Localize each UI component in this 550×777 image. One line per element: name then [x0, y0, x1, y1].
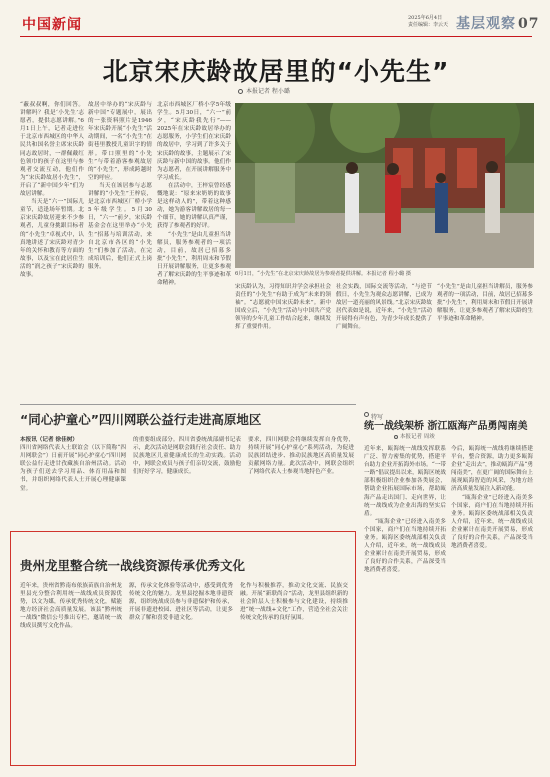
right-article-para-a-cont: “瓯海企业”已经进入南美多个国家，商户们在当地持续开拓业务。瓯海区委统战部相关负责人介绍，近年来，统一战线成员企业累计在南美开展贸易，形成了良好的合作关系，产品深受当地消费者喜爱。 — [451, 494, 533, 550]
left-article-col-3: 要求，四川网联会将继续发挥自身优势，持续开展“同心护童心”系列活动，为促进民族团结进步、推动民族地区高质量发展贡献网络力量。此次活动中，网联会组织了网络代表人士参观当地特色产业。 — [248, 437, 354, 476]
right-article-para-c: 今后，瓯海统一战线将继续搭建平台，整合资源，助力更多瓯海企业“走出去”，推动瓯海产品“勇闯南美”，在更广阔的国际舞台上展现瓯海智造的风采，为地方经济高质量发展注入新动能。 — [451, 446, 533, 493]
main-col-5: 社会实践，国际交流等活动，“与逆节假日，小先生为观众志愿讲解，已成为故居一道亮丽的风景线。”北京宋庆龄故居代表如是说，近年来，“小先生”活动开展得有声有色，为青少年成长提供了广阔舞台。 — [336, 284, 432, 331]
main-col-3 — [157, 101, 231, 397]
main-col-2-para-a: 故居中举办的“宋庆龄与新中国”专题展中，展出的一张资料照片是1946年宋庆龄开展“小先生”活动期间，一名“小先生”在街巷里教授儿童识字的情形。带口照里的“小先生”与带着游客参观故居的“小先生”，形成跨越时空的呼应。 — [88, 102, 152, 181]
main-byline — [238, 86, 290, 95]
main-photo — [235, 103, 534, 268]
issue-date-line: 2025年6月4日 — [408, 15, 443, 21]
right-article-tag-label: 特写 — [371, 414, 384, 421]
photo-illustration — [235, 103, 534, 268]
main-col-4: 宋庆龄认为，习得知识并学会承担社会责任的“小先生”有助于成为“未来的领袖”。“志愿就中国宋庆龄未来”。新中国成立后，“小先生”活动与中国共产党领导的少年儿童工作结合起来，继续发挥了重要作用。 — [235, 284, 331, 331]
masthead-divider — [20, 36, 532, 37]
left-article-para-a: 四川省网络代表人士联谊会（以下简称“四川网联会”）日前开展“同心护童心”四川网联公益行走进甘孜藏族自治州活动。活动为孩子们送去学习用品、体育用品和图书，并组织网络代表人士开展心理健康课堂。 — [20, 445, 126, 492]
right-article-byline-text: 本报记者 周竣 — [400, 434, 435, 440]
editor-line: 责任编辑：李云天 — [408, 22, 449, 28]
highlight-col-1: 近年来，贵州省黔南布依族苗族自治州龙里县充分整合利用统一战线成员资源优势，以文为媒，传承优秀传统文化，赋能地方经济社会高质量发展。该县“黔州统一战线”微信公号推出专栏，邀请统一战线成员撰写文化作品。 — [20, 583, 122, 630]
left-article-col-1 — [20, 436, 126, 526]
main-col-2 — [88, 101, 152, 397]
main-col-2-para-b: 当天在该居参与志愿讲解的“小先生”王梓宸，是北京市西城区厂桥小学5年级学生。5月30日，“六一”前夕，宋庆龄基金会在这里举办“小先生”招募与培训活动，来自北京市各区的“小先生”们参加了活动，在完成培训后，他们正式上岗服务。 — [88, 182, 152, 270]
byline-mark-icon — [238, 89, 243, 94]
right-article-byline — [394, 432, 435, 440]
section-title — [456, 13, 539, 33]
page-number: 07 — [518, 16, 540, 32]
newspaper-logo: 中国新闻 — [22, 17, 82, 33]
byline-mark-icon — [394, 435, 398, 439]
left-article-title: “同心护童心”四川网联公益行走进高原地区 — [20, 412, 262, 427]
main-col-3-para-a: 北京市西城区厂桥小学5年级学生。5月30日，“六一”前夕，“宋庆龄我先行”——2025年在宋庆龄故居举办的志愿服务，小学生们在宋庆龄的故居中，学习到了许多关于宋庆龄的故事，主题展示了宋庆龄与新中国的故事。他们作为志愿者，在开展讲解服务中学习成长。 — [157, 102, 231, 181]
left-article-col-2: 的重要组成部分。四川省委统战部副书记表示，此次活动是网联会践行社会责任、助力民族地区儿童健康成长的生动实践。活动中，网联会成员与孩子们亲切交流，鼓励他们好好学习，健康成长。 — [133, 437, 241, 476]
main-byline-text: 本报记者 程小璐 — [246, 88, 290, 95]
highlight-col-3: 化作与积极推荐，推动文化交流、民族交融。开展“新联尚合”活动，龙里县组织新的社会阶层人士积极参与文化建设，持续推进“统一战线+文化”工作，营造全社会关注传统文化传承的良好氛围。 — [240, 583, 348, 622]
right-article-col-1 — [364, 445, 446, 763]
main-col-6: “小先生”是由儿童担当讲解员，服务参观者的一项活动，目前，故居已招募多批“小先生”，利用周末和节假日开展讲解服务，让更多参观者了解宋庆龄的生平事迹和革命精神。 — [437, 284, 533, 323]
section-divider-1 — [20, 404, 356, 405]
right-article-title: 统一战线架桥 浙江瓯海产品勇闯南美 — [364, 421, 528, 432]
highlight-col-2: 源，传承文化体验等活动中，感受到优秀传统文化的魅力。龙里县挖掘本地非遗资源，组织统战成员参与非遗保护和传承，开展非遗进校园、进社区等活动，让更多群众了解和喜爱非遗文化。 — [129, 583, 233, 622]
right-article-para-b: “瓯海企业”已经进入南美多个国家，商户们在当地持续开拓业务。瓯海区委统战部相关负责人介绍，近年来，统一战线成员企业累计在南美开展贸易，形成了良好的合作关系，产品深受当地消费者喜爱。 — [364, 518, 446, 574]
left-article-byline: 本报讯（记者 徐佳树） — [20, 437, 78, 443]
highlight-article-title: 贵州龙里整合统一战线资源传承优秀文化 — [20, 558, 246, 573]
main-col-1 — [20, 101, 84, 397]
right-article-para-a: 近年来，瓯海统一战线发挥联系广泛、智力密集的优势，搭建平台助力企业开拓海外市场。“一带一路”倡议提出以来，瓯海区统战部积极组织企业参加各类展会，帮助企业拓展国际市场，帮助瓯海产品走出国门、走向世界，让统一战线成为企业出海的坚实后盾。 — [364, 446, 446, 517]
main-headline: 北京宋庆龄故居里的“小先生” — [102, 57, 450, 86]
right-article-col-2 — [451, 445, 533, 763]
main-col-1-para-b: 当天是“六一”国际儿童节，适逢场年暂期。北京宋庆龄故居迎来不少参观者，儿童身挑跟目标者的“小先生”卓视式中，认真地讲述了宋庆龄对青少年的关怀和教育等方面的故事，以及宝在此居住生活的“润之孩子”宋庆龄的故事。 — [20, 199, 84, 278]
section-name: 基层观察 — [456, 16, 516, 32]
main-col-3-para-c: “小先生”是由儿童担当讲解员，服务参观者的一项活动，目前，故居已招募多批“小先生”，利用周末和节假日开展讲解服务，让更多参观者了解宋庆龄的生平事迹和革命精神。 — [157, 231, 231, 287]
main-col-1-para-a: “蔽叔叔啊，你们回答。讲解吗？我是‘小先生’志愿者，提供志愿讲解。”6月1日上午，记者走进位于北京市西城区的中华人民共和国名誉主席宋庆龄同志故居时，一群佩戴红色领巾的孩子在这里与参观者交流互动，他们作为“宋庆龄故居小先生”，开启了“新中国少年”们为故居讲解。 — [20, 102, 84, 198]
main-col-3-para-b: 在活动中，王梓宸曾经感慨地说：“原来宋奶奶的故事是这样动人的”，带着这种感动，她为游客讲解故居的每一个细节，她的讲解认真严谨，获得了参观者的好评。 — [157, 182, 231, 230]
issue-date — [408, 15, 456, 29]
photo-caption: 6月1日，“小先生”在北京宋庆龄故居为参观者提供讲解。本报记者 程小璐 摄 — [235, 271, 412, 277]
